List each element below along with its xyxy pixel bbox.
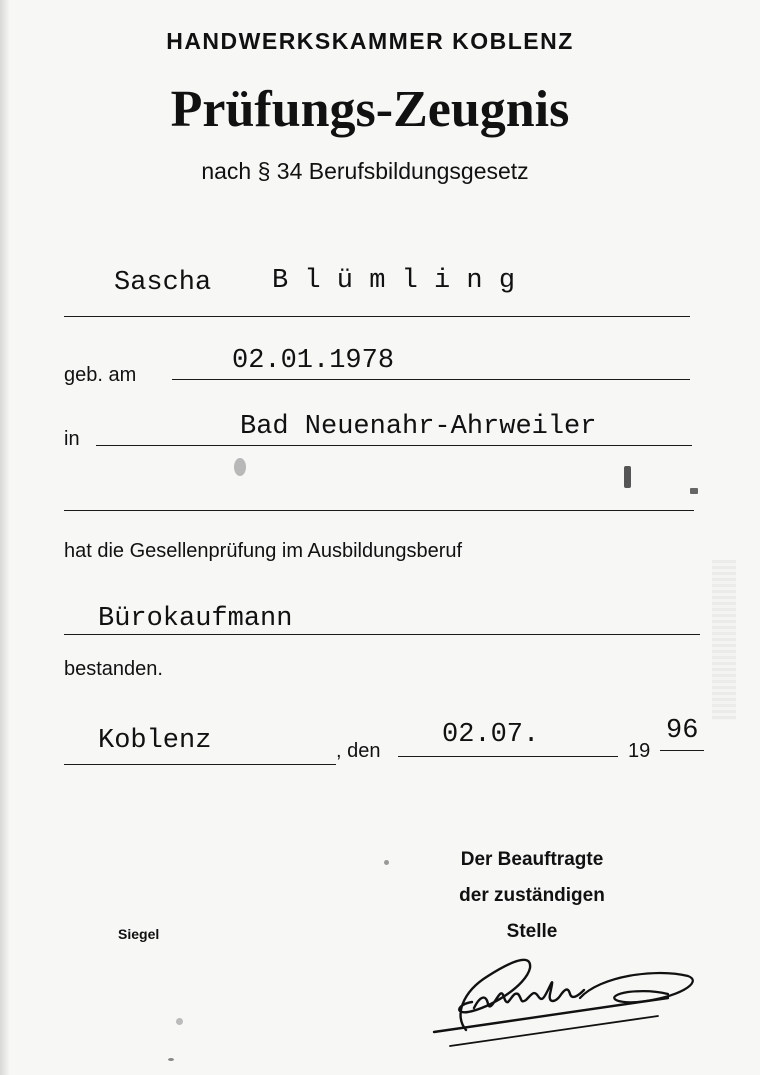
scan-speck — [624, 466, 631, 488]
last-name: B l ü m l i n g — [272, 266, 516, 296]
signature-title-line1: Der Beauftragte — [460, 849, 604, 870]
certificate-title: Prüfungs-Zeugnis — [170, 81, 570, 138]
birth-place: Bad Neuenahr-Ahrweiler — [240, 412, 597, 442]
scan-speck — [690, 488, 698, 494]
signature-icon — [428, 946, 708, 1054]
birth-date-line — [172, 379, 690, 380]
empty-line — [64, 510, 694, 511]
signature-title-line3: Stelle — [506, 921, 558, 942]
scan-speck — [176, 1018, 183, 1025]
issue-place: Koblenz — [98, 726, 212, 756]
certificate-subtitle: nach § 34 Berufsbildungsgesetz — [201, 158, 529, 184]
issue-year: 96 — [666, 716, 699, 746]
name-line — [64, 316, 690, 317]
signature-title-line2: der zuständigen — [459, 885, 605, 906]
den-label: , den — [336, 740, 381, 762]
signature-title — [420, 842, 644, 950]
scan-speck — [168, 1058, 174, 1061]
scan-speck — [384, 860, 389, 865]
birth-place-line — [96, 445, 692, 446]
profession-line — [64, 634, 700, 635]
issuing-authority: HANDWERKSKAMMER KOBLENZ — [166, 28, 574, 54]
century: 19 — [628, 740, 651, 762]
issue-date: 02.07. — [442, 720, 540, 750]
scan-artifact — [712, 560, 736, 720]
birth-date: 02.01.1978 — [232, 346, 395, 376]
scan-speck — [234, 458, 246, 476]
issue-place-line — [64, 764, 336, 765]
birth-place-label: in — [64, 428, 80, 450]
birth-date-label: geb. am — [64, 364, 137, 386]
issue-date-line — [398, 756, 618, 757]
profession: Bürokaufmann — [98, 604, 293, 634]
year-line — [660, 750, 704, 751]
passed-text: bestanden. — [64, 658, 163, 680]
exam-statement: hat die Gesellenprüfung im Ausbildungsberuf — [64, 540, 463, 562]
seal-label: Siegel — [118, 926, 160, 942]
first-name: Sascha — [114, 268, 212, 298]
